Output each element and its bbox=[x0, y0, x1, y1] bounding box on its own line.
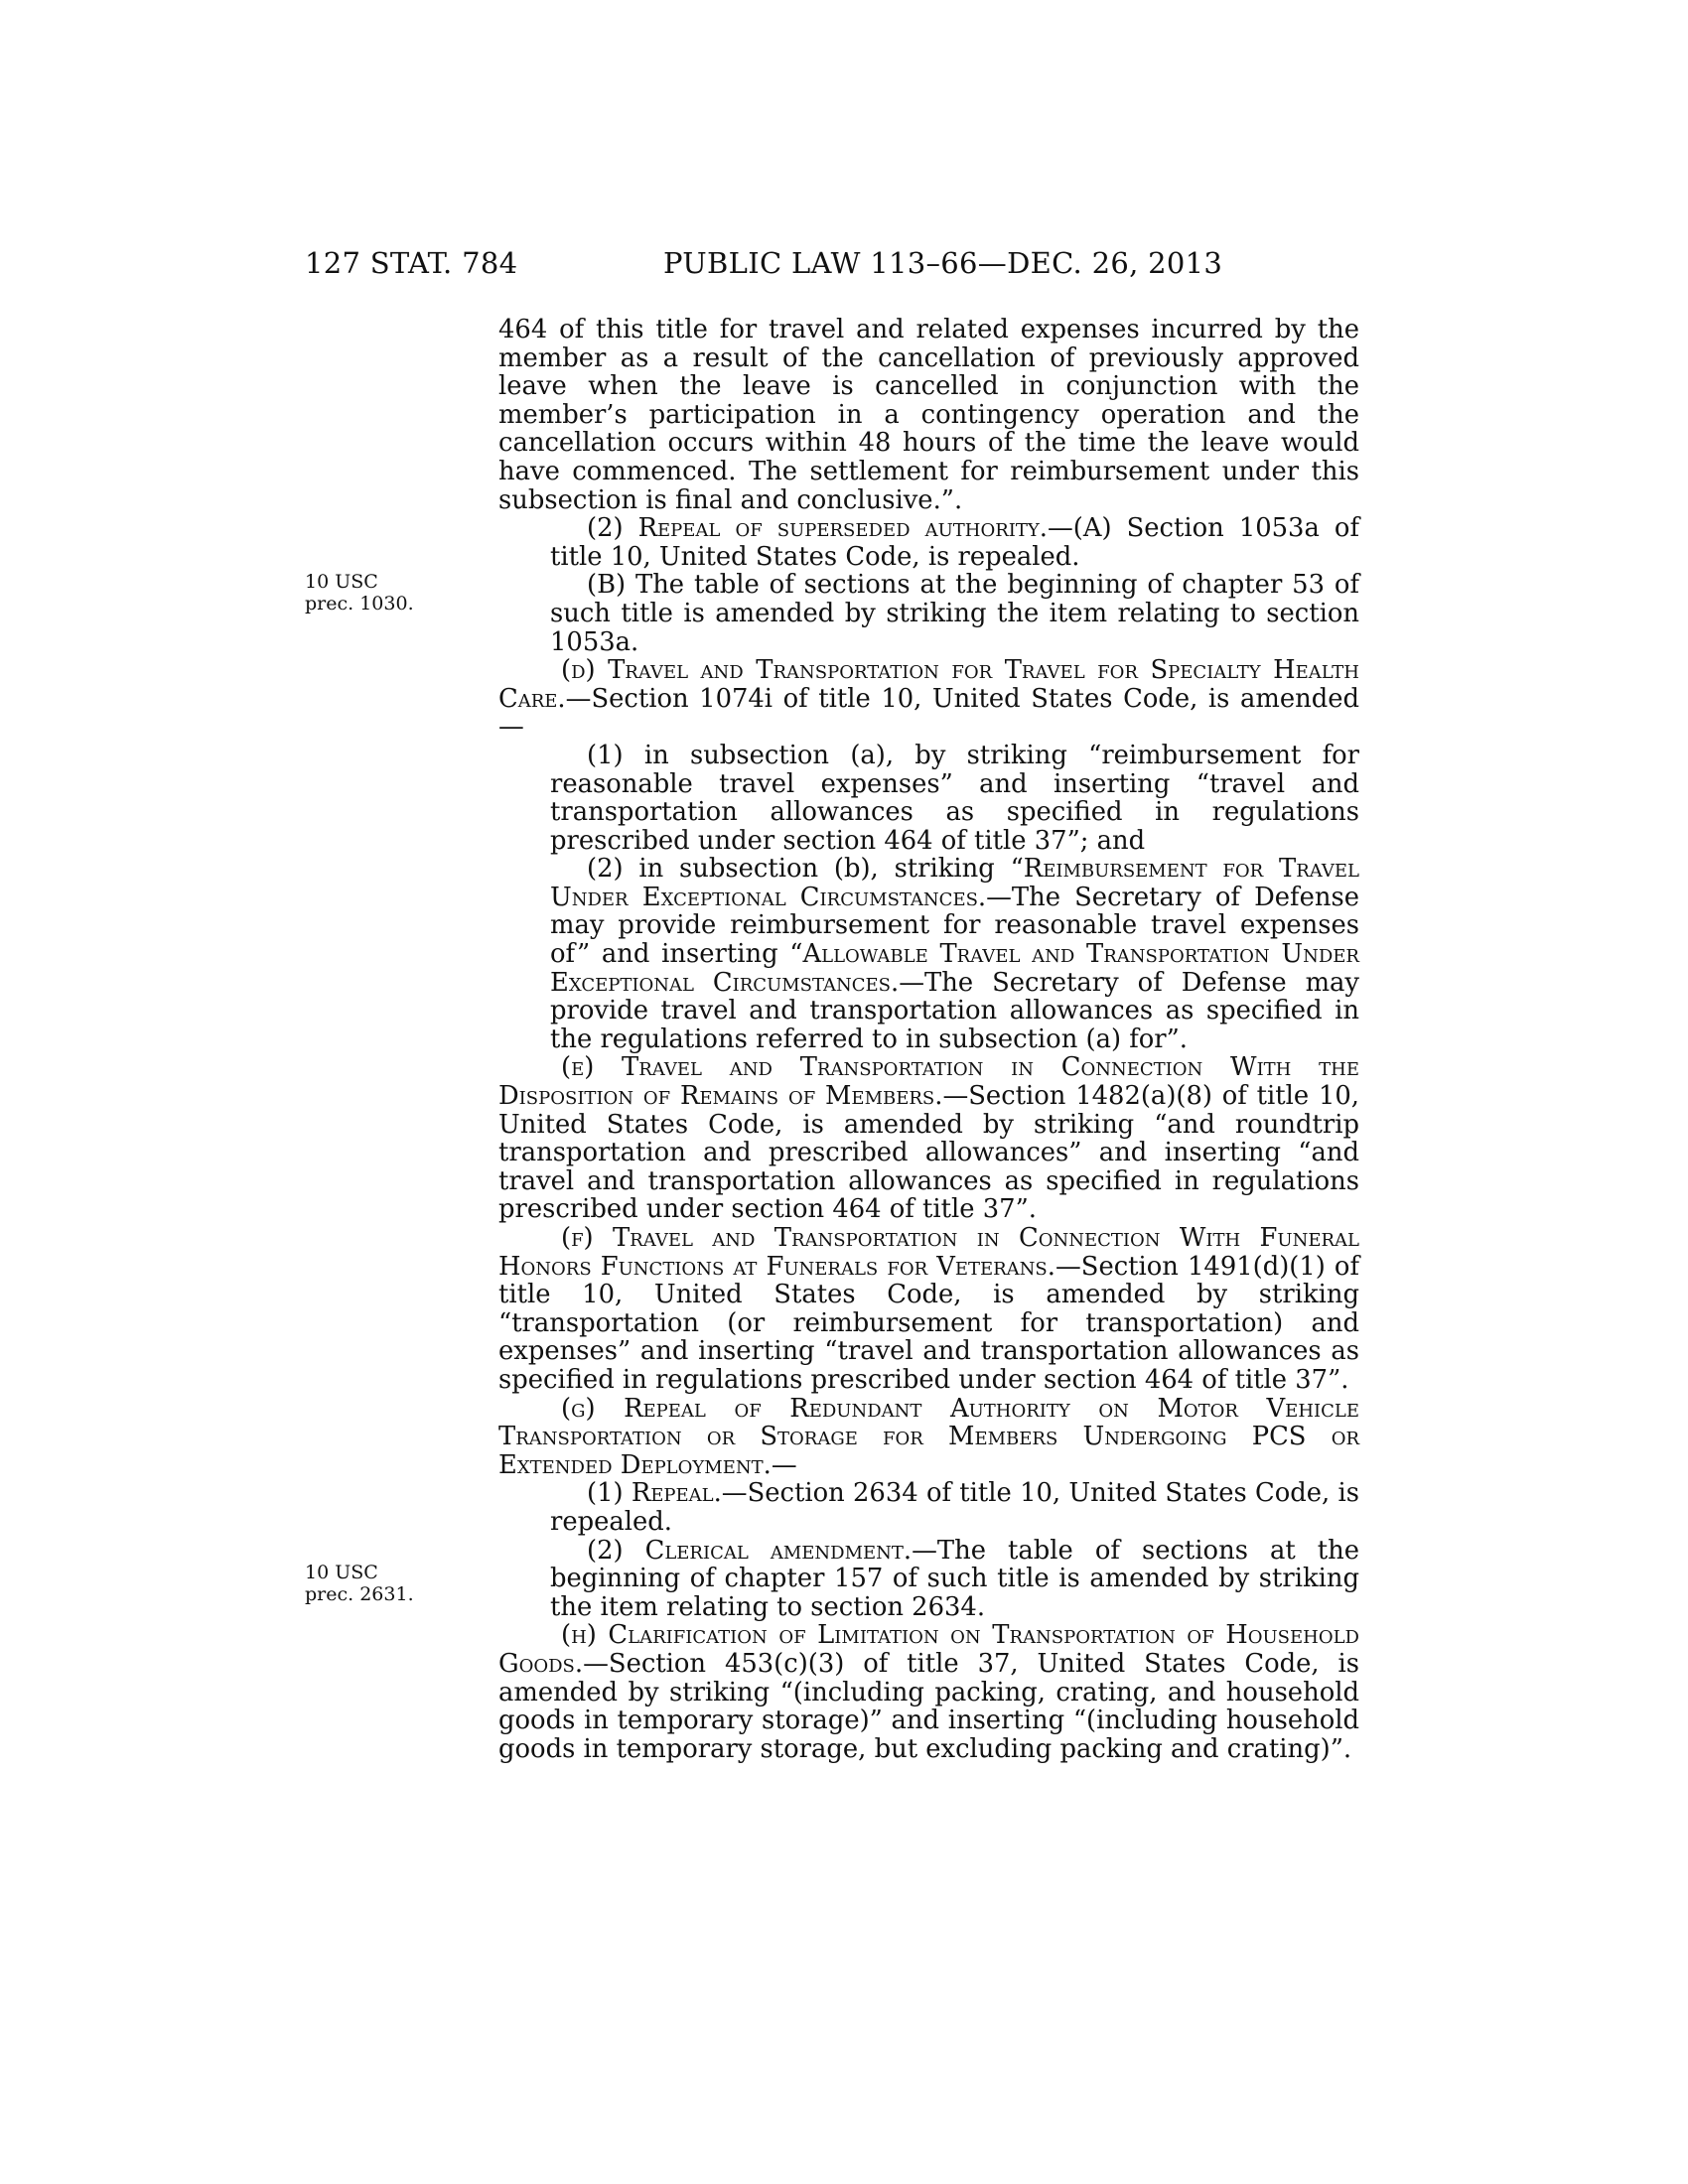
paragraph-c2 bbox=[550, 514, 1359, 571]
paragraph-h bbox=[498, 1621, 1359, 1763]
margin-note-line: prec. 2631. bbox=[305, 1583, 414, 1605]
paragraph-continuation: 464 of this title for travel and related expenses incurred by the member as a result of the cancellation of previously approved leave when the leave is cancelled in conjunction with the member’s participation in a contingency operation and the cancellation occurs within 48 hours of the time the leave would have commenced. The settlement for reimbursement under this subsection is final and conclusive.”. bbox=[498, 315, 1359, 515]
margin-note-1 bbox=[305, 571, 444, 614]
margin-note-line: prec. 1030. bbox=[305, 593, 414, 614]
paragraph-text: —The Secretary of Defense may provide reimbursement for reasonable travel expenses of” and inserting “ bbox=[550, 882, 1359, 970]
paragraph-text: (2) in subsection (b), striking “ bbox=[587, 854, 1024, 885]
paragraph-g2 bbox=[550, 1537, 1359, 1622]
margin-note-line: 10 USC bbox=[305, 571, 378, 593]
paragraph-text: —(A) Section 1053a of title 10, United States Code, is repealed. bbox=[550, 513, 1359, 572]
paragraph-g1 bbox=[550, 1479, 1359, 1536]
paragraph-text: —The table of sections at the beginning of chapter 157 of such title is amended by striking the item relating to section 2634. bbox=[550, 1535, 1359, 1622]
heading-specialty-health-care: (d) Travel and Transportation for Travel for Specialty Health Care. bbox=[498, 655, 1359, 714]
paragraph-text: —Section 2634 of title 10, United States Code, is repealed. bbox=[550, 1478, 1359, 1537]
paragraph-d1: (1) in subsection (a), by striking “reimbursement for reasonable travel expenses” and inserting “travel and transportation allowances as specified in regulations prescribed under section 464 of title 37”; and bbox=[550, 740, 1359, 856]
heading-disposition-remains: (e) Travel and Transportation in Connection With the Disposition of Remains of Members. bbox=[498, 1052, 1359, 1112]
heading-motor-vehicle: (g) Repeal of Redundant Authority on Motor Vehicle Transportation or Storage for Members Undergoing PCS or Extended Deployment. bbox=[498, 1393, 1359, 1480]
smallcaps-heading: Reimbursement for Travel Under Exceptional Circumstances. bbox=[550, 854, 1359, 912]
paragraph-text: —Section 453(c)(3) of title 37, United States Code, is amended by striking “(including packing, crating, and household goods in temporary storage)” and inserting “(including household goods in temporary storage, but excluding packing and crating)”. bbox=[498, 1648, 1359, 1764]
margin-note-line: 10 USC bbox=[305, 1562, 378, 1583]
heading-funeral-honors: (f) Travel and Transportation in Connection With Funeral Honors Functions at Funerals for Veterans. bbox=[498, 1223, 1359, 1282]
margin-note-2 bbox=[305, 1562, 444, 1605]
running-head: PUBLIC LAW 113–66—DEC. 26, 2013 bbox=[663, 246, 1223, 280]
heading-repeal: (1) Repeal. bbox=[587, 1478, 722, 1509]
statute-body bbox=[498, 316, 1359, 1763]
paragraph-text: —Section 1074i of title 10, United States Code, is amended— bbox=[498, 683, 1359, 743]
smallcaps-heading: Allowable Travel and Transportation Under Exceptional Circumstances. bbox=[550, 939, 1359, 998]
heading-clerical-amendment: (2) Clerical amendment. bbox=[587, 1535, 913, 1566]
paragraph-text: —Section 1491(d)(1) of title 10, United States Code, is amended by striking “transportation (or reimbursement for transportation) and expenses” and inserting “travel and transportation allowances as specified in regulations prescribed under section 464 of title 37”. bbox=[498, 1251, 1359, 1395]
paragraph-d2 bbox=[550, 855, 1359, 1053]
paragraph-text: —The Secretary of Defense may provide travel and transportation allowances as specified in the regulations referred to in subsection (a) for”. bbox=[550, 967, 1359, 1054]
paragraph-c2b: (B) The table of sections at the beginning of chapter 53 of such title is amended by striking the item relating to section 1053a. bbox=[550, 570, 1359, 657]
heading-household-goods: (h) Clarification of Limitation on Transportation of Household Goods. bbox=[498, 1620, 1359, 1679]
heading-repeal-superseded: (2) Repeal of superseded authority. bbox=[587, 513, 1048, 544]
paragraph-f bbox=[498, 1224, 1359, 1395]
paragraph-d bbox=[498, 656, 1359, 742]
stat-page-number: 127 STAT. 784 bbox=[305, 246, 518, 280]
paragraph-text: — bbox=[771, 1449, 797, 1480]
paragraph-g bbox=[498, 1395, 1359, 1480]
paragraph-e bbox=[498, 1053, 1359, 1224]
paragraph-text: —Section 1482(a)(8) of title 10, United States Code, is amended by striking “and roundtrip transportation and prescribed allowances” and inserting “and travel and transportation allowances as specified in regulations prescribed under section 464 of title 37”. bbox=[498, 1081, 1359, 1225]
